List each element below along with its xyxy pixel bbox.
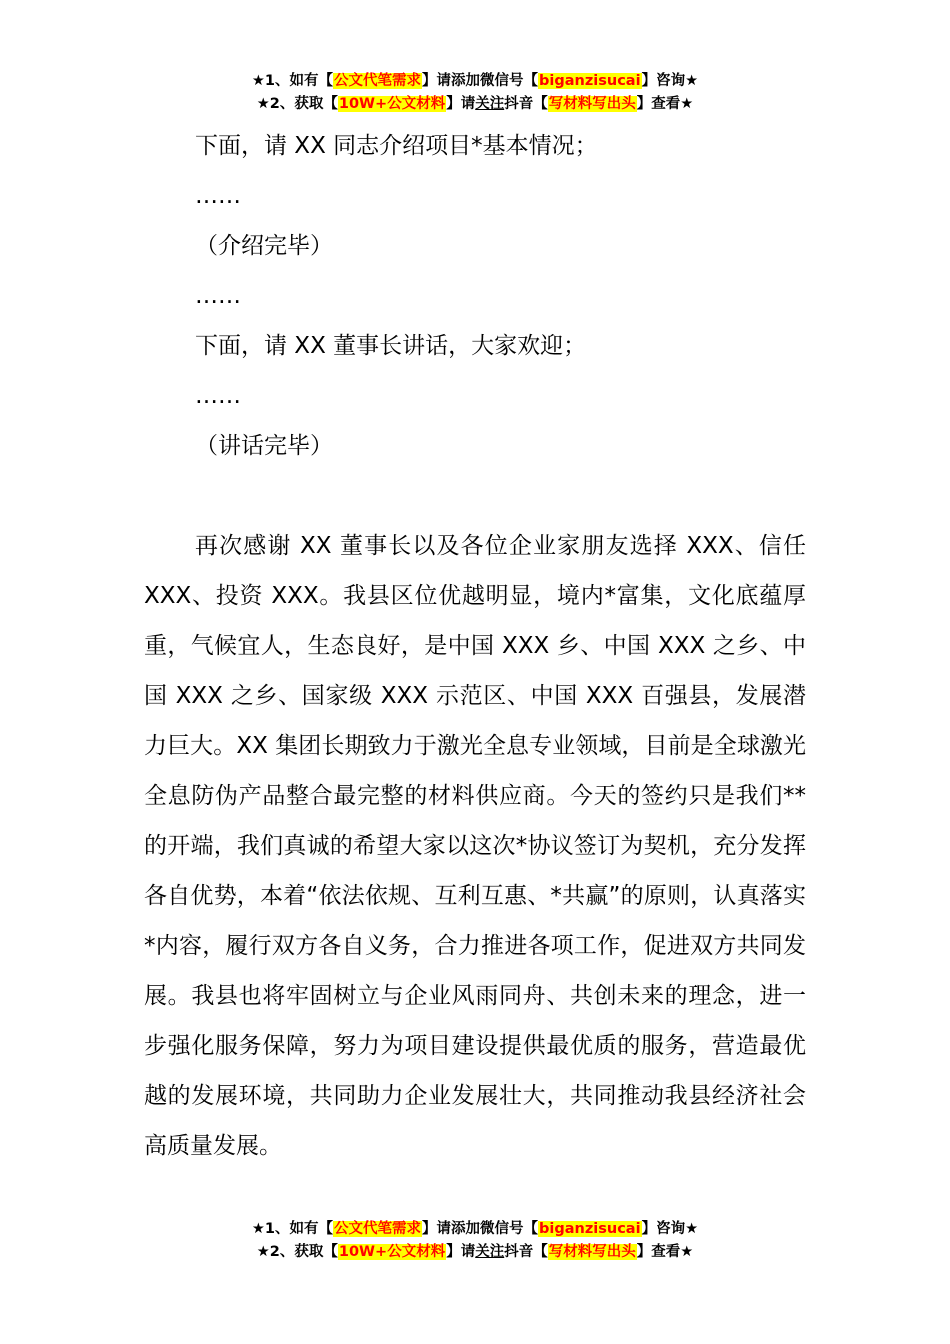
line-chairman-speech: 下面，请 XX 董事长讲话，大家欢迎； bbox=[195, 333, 587, 359]
document-body bbox=[144, 121, 806, 1171]
highlight-wechat-id: biganzisucai bbox=[539, 1221, 641, 1237]
follow-underlined: 关注 bbox=[475, 96, 505, 112]
line-ellipsis: …… bbox=[195, 383, 241, 409]
banner-line-1: ★1、如有【公文代笔需求】请添加微信号【biganzisucai】咨询★ bbox=[251, 73, 699, 89]
blank-line bbox=[144, 471, 806, 521]
banner-line-1: ★1、如有【公文代笔需求】请添加微信号【biganzisucai】咨询★ bbox=[251, 1221, 699, 1237]
highlight-douyin-account: 写材料写出头 bbox=[548, 1244, 636, 1260]
line-intro-project: 下面，请 XX 同志介绍项目*基本情况； bbox=[195, 133, 598, 159]
line-ellipsis: …… bbox=[195, 283, 241, 309]
line-speech-done: （讲话完毕） bbox=[195, 433, 333, 459]
banner-line-2: ★2、获取【10W+公文材料】请关注抖音【写材料写出头】查看★ bbox=[256, 96, 694, 112]
line-intro-done: （介绍完毕） bbox=[195, 233, 333, 259]
highlight-materials: 10W+公文材料 bbox=[338, 96, 446, 112]
footer-banner bbox=[0, 1218, 950, 1264]
header-banner bbox=[0, 70, 950, 116]
closing-paragraph: 再次感谢 XX 董事长以及各位企业家朋友选择 XXX、信任 XXX、投资 XXX。我县区位优越明显，境内*富集，文化底蕴厚重，气候宜人，生态良好，是中国 XXX 乡、中国 XXX 之乡、中国 XXX 之乡、国家级 XXX 示范区、中国 XXX 百强县，发展潜力巨大。XX 集团长期致力于激光全息专业领域，目前是全球激光全息防伪产品整合最完整的材料供应商。今天的签约只是我们**的开端，我们真诚的希望大家以这次*协议签订为契机，充分发挥各自优势，本着“依法依规、互利互惠、*共赢”的原则，认真落实*内容，履行双方各自义务，合力推进各项工作，促进双方共同发展。我县也将牢固树立与企业风雨同舟、共创未来的理念，进一步强化服务保障，努力为项目建设提供最优质的服务，营造最优越的发展环境，共同助力企业发展壮大，共同推动我县经济社会高质量发展。 bbox=[144, 533, 806, 1159]
highlight-service: 公文代笔需求 bbox=[334, 73, 422, 89]
banner-line-2: ★2、获取【10W+公文材料】请关注抖音【写材料写出头】查看★ bbox=[256, 1244, 694, 1260]
line-ellipsis: …… bbox=[195, 183, 241, 209]
highlight-wechat-id: biganzisucai bbox=[539, 73, 641, 89]
highlight-materials: 10W+公文材料 bbox=[338, 1244, 446, 1260]
highlight-service: 公文代笔需求 bbox=[334, 1221, 422, 1237]
follow-underlined: 关注 bbox=[475, 1244, 505, 1260]
highlight-douyin-account: 写材料写出头 bbox=[548, 96, 636, 112]
